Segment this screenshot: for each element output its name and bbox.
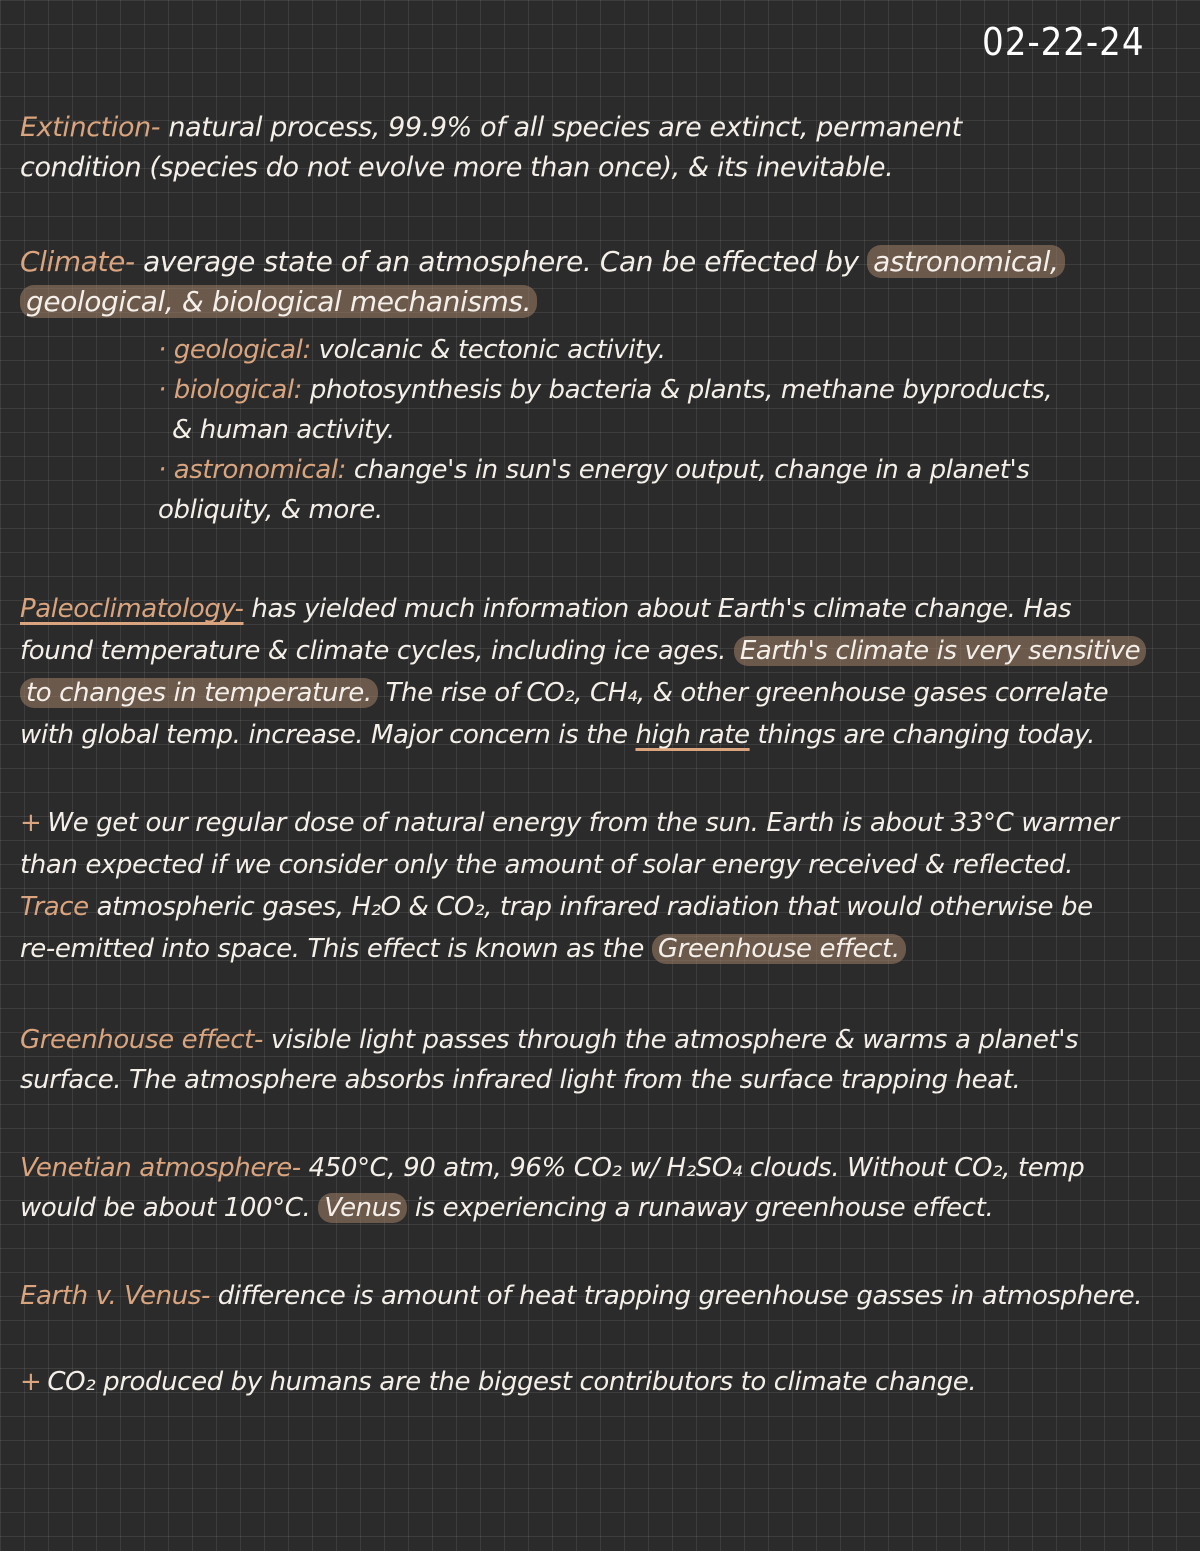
mechanism-biological (158, 370, 1188, 410)
climate-line-2 (20, 282, 1185, 322)
mechanism-biological-cont: & human activity. (172, 415, 395, 445)
climate-term: Climate- (20, 245, 135, 278)
extinction-line-2: condition (species do not evolve more than once), & its inevitable. (20, 152, 894, 183)
note1-line-3 (20, 886, 1185, 928)
note1-line-2: than expected if we consider only the amount of solar energy received & reflected. (20, 850, 1073, 880)
co2-note (20, 1362, 1185, 1402)
paleo-underline: high rate (635, 720, 750, 750)
note1-text-4: re-emitted into space. This effect is known as the (20, 934, 652, 964)
note1-line-1 (20, 802, 1185, 844)
extinction-term: Extinction- (20, 112, 161, 143)
solar-energy-note (20, 802, 1185, 970)
paleo-text-4-end: things are changing today. (749, 720, 1095, 750)
note1-highlight: Greenhouse effect. (652, 934, 906, 964)
paleo-text-1: has yielded much information about Earth's climate change. Has (243, 594, 1072, 624)
earth-venus-text-1: difference is amount of heat trapping greenhouse gasses in atmosphere. (209, 1281, 1143, 1311)
mechanism-label: · astronomical: (158, 455, 346, 485)
paleo-text-3: The rise of CO₂, CH₄, & other greenhouse gases correlate (377, 678, 1109, 708)
paleo-highlight-2: to changes in temperature. (20, 678, 378, 708)
climate-text-1: average state of an atmosphere. Can be effected by (134, 245, 868, 278)
extinction-line-1 (20, 108, 1185, 148)
venetian-text-2-end: is experiencing a runaway greenhouse effect. (406, 1193, 994, 1223)
greenhouse-text-1: visible light passes through the atmosphere & warms a planet's (262, 1025, 1079, 1055)
venetian-section (20, 1148, 1185, 1228)
extinction-text-1: natural process, 99.9% of all species are extinct, permanent (160, 112, 962, 143)
plus-icon: + (20, 808, 42, 838)
plus-icon: + (20, 1367, 42, 1397)
paleo-line-4 (20, 714, 1185, 756)
mechanism-text: change's in sun's energy output, change in a planet's (345, 455, 1030, 485)
note1-term: Trace (20, 892, 89, 922)
note2-text-1: CO₂ produced by humans are the biggest contributors to climate change. (47, 1367, 977, 1397)
earth-venus-term: Earth v. Venus- (20, 1281, 210, 1311)
paleo-line-3 (20, 672, 1185, 714)
earth-venus-section (20, 1276, 1185, 1316)
note1-line-4 (20, 928, 1185, 970)
note2-line-1 (20, 1362, 1185, 1402)
venetian-line-2 (20, 1188, 1185, 1228)
climate-highlight-2: geological, & biological mechanisms. (20, 285, 537, 318)
mechanism-label: · geological: (158, 335, 311, 365)
climate-highlight-1: astronomical, (867, 245, 1064, 278)
note1-text-3: atmospheric gases, H₂O & CO₂, trap infrared radiation that would otherwise be (88, 892, 1093, 922)
paleo-line-1 (20, 588, 1185, 630)
paleoclimatology-section (20, 588, 1185, 756)
greenhouse-line-1 (20, 1020, 1185, 1060)
greenhouse-section (20, 1020, 1185, 1100)
mechanism-astronomical-cont: obliquity, & more. (158, 495, 383, 525)
venetian-line-1 (20, 1148, 1185, 1188)
venetian-text-2: would be about 100°C. (20, 1193, 319, 1223)
greenhouse-term: Greenhouse effect- (20, 1025, 263, 1055)
venetian-highlight: Venus (318, 1193, 407, 1223)
mechanism-text: photosynthesis by bacteria & plants, methane byproducts, (302, 375, 1053, 405)
extinction-section (20, 108, 1185, 188)
earth-venus-line-1 (20, 1276, 1185, 1316)
venetian-text-1: 450°C, 90 atm, 96% CO₂ w/ H₂SO₄ clouds. Without CO₂, temp (300, 1153, 1085, 1183)
climate-mechanisms-list (158, 330, 1188, 530)
venetian-term: Venetian atmosphere- (20, 1153, 301, 1183)
date-heading: 02-22-24 (981, 20, 1144, 64)
paleo-text-2: found temperature & climate cycles, including ice ages. (20, 636, 734, 666)
greenhouse-line-2: surface. The atmosphere absorbs infrared light from the surface trapping heat. (20, 1065, 1021, 1095)
paleo-highlight-1: Earth's climate is very sensitive (734, 636, 1146, 666)
mechanism-geological (158, 330, 1188, 370)
climate-line-1 (20, 242, 1185, 282)
climate-section (20, 242, 1185, 322)
paleo-text-4: with global temp. increase. Major concern is the (20, 720, 636, 750)
mechanism-text: volcanic & tectonic activity. (310, 335, 666, 365)
note1-text-1: We get our regular dose of natural energy from the sun. Earth is about 33°C warmer (47, 808, 1119, 838)
mechanism-label: · biological: (158, 375, 303, 405)
paleo-term: Paleoclimatology- (20, 594, 244, 624)
mechanism-astronomical (158, 450, 1188, 490)
paleo-line-2 (20, 630, 1185, 672)
